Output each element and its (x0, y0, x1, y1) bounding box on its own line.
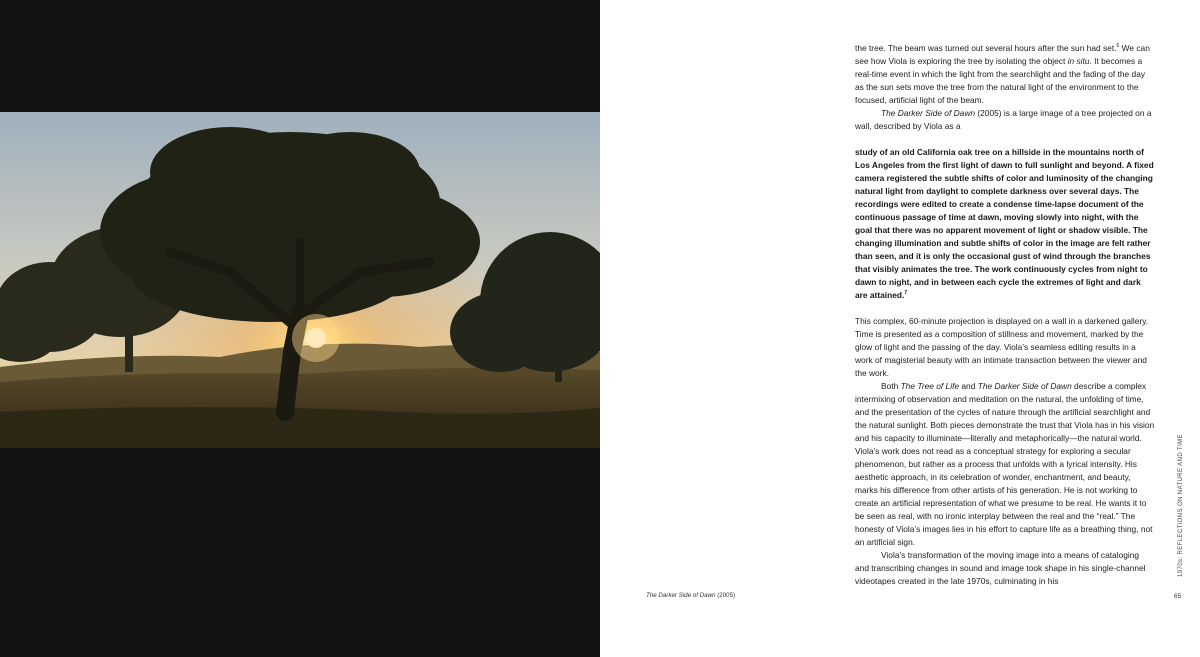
paragraph-3 (855, 315, 1155, 380)
text-run: the tree. The beam was turned out several hours after the sun had set. (855, 43, 1117, 53)
text-run: (2005) is a large image of a tree projected on a wall, described by Viola as a (855, 108, 1152, 131)
text-run: and (959, 381, 978, 391)
text-run: study of an old California oak tree on a hillside in the mountains north of Los Angeles from the first light of dawn to full sunlight and beyond. A fixed camera registered the subtle shifts of color and luminosity of the changing natural light from daylight to complete darkness over several days. The recordings were edited to create a condense time-lapse document of the continuous passage of time at dawn, moving slowly into night, with the goal that there was no apparent movement of light or shadow visible. The changing illumination and subtle shifts of color in the image are felt rather than seen, and it is only the occasional gust of wind through the branches that visibly animates the tree. The work continuously cycles from night to dawn to night, and in between each cycle the extremes of light and dark are attained. (855, 147, 1154, 300)
caption-year: (2005) (717, 592, 736, 599)
italic-title: The Darker Side of Dawn (977, 381, 1072, 391)
page-number: 65 (1174, 593, 1182, 600)
running-head-text: 1970s: REFLECTIONS ON NATURE AND TIME (1178, 434, 1184, 577)
paragraph-1 (855, 42, 1155, 107)
photo-caption (646, 592, 735, 599)
footnote-marker: 7 (904, 290, 908, 297)
text-run: Both (881, 381, 901, 391)
caption-title: The Darker Side of Dawn (646, 592, 716, 599)
text-run: describe a complex intermixing of observation and meditation on the natural, the unfolding of time, and the presentation of the cycles of nature through the artificial searchlight and the natural sunlight. Both pieces demonstrate the trust that Viola has in his vision and his capacity to illuminate—literally and metaphorically—the natural world. Viola’s work does not read as a conceptual strategy for exploring a secular phenomenon, but rather as a process that unfolds with a lyrical intensity. His aesthetic approach, in its celebration of wonder, enchantment, and beauty, marks his difference from other artists of his generation. He is not working to create an artificial representation of what we presume to be real. He wants it to be seen as real, with no ironic interplay between the real and the “real.” The honesty of Viola’s images lies in his effort to capture life as a breathing thing, not an artificial sign. (855, 381, 1155, 547)
text-run: This complex, 60-minute projection is displayed on a wall in a darkened gallery. Time is presented as a composition of stillness and movement, marked by the glow of light and the passing of the day. Viola’s seamless editing results in a work of magisterial beauty with an intimate transaction between the viewer and the work. (855, 316, 1149, 378)
italic-title: in situ (1067, 56, 1090, 66)
running-head (1178, 434, 1186, 577)
footnote-marker: 6 (1116, 43, 1120, 50)
text-run: . It becomes a real-time event in which the light from the searchlight and the fading of the day as the sun sets move the tree from the natural light of the environment to the focused, artificial light of the beam. (855, 56, 1146, 105)
block-quote (855, 146, 1155, 302)
italic-title: The Tree of Life (900, 381, 960, 391)
paragraph-4 (855, 380, 1155, 549)
photograph-oak-tree-at-dawn (0, 112, 600, 448)
paragraph-5 (855, 549, 1155, 588)
text-run: We can see how Viola is exploring the tree by isolating the object (855, 43, 1150, 66)
italic-title: The Darker Side of Dawn (881, 108, 976, 118)
body-text-column (855, 42, 1155, 588)
paragraph-2 (855, 107, 1155, 133)
text-run: Viola’s transformation of the moving image into a means of cataloging and transcribing changes in sound and image took shape in his single-channel videotapes created in the late 1970s, culminating in his (855, 550, 1146, 586)
